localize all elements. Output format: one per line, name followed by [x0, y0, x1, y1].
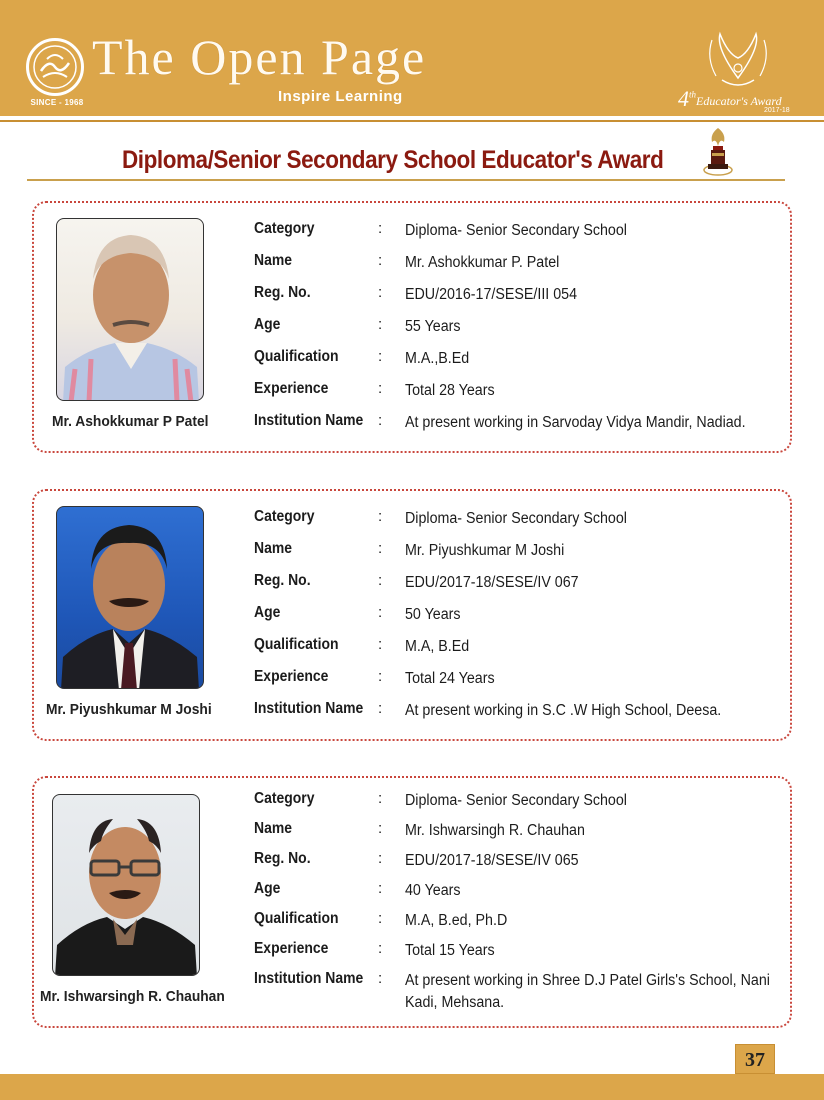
since-label: SINCE - 1968	[30, 98, 84, 107]
row-institution	[254, 970, 814, 1016]
title-underline	[27, 179, 785, 181]
value-qualification: M.A, B.Ed	[405, 638, 470, 655]
value-reg-no: EDU/2017-18/SESE/IV 067	[405, 574, 579, 591]
separator: :	[378, 910, 383, 927]
value-name: Mr. Ashokkumar P. Patel	[405, 254, 560, 271]
brand-tagline: Inspire Learning	[278, 88, 403, 105]
row-institution	[254, 412, 814, 436]
separator: :	[378, 348, 383, 365]
value-institution: At present working in S.C .W High School, Deesa.	[405, 702, 722, 719]
value-reg-no: EDU/2017-18/SESE/IV 065	[405, 852, 579, 869]
separator: :	[378, 284, 383, 301]
label-name: Name	[254, 820, 292, 837]
award-name: Educator's Award	[696, 94, 782, 108]
brand-name: The Open Page	[92, 29, 427, 85]
label-qualification: Qualification	[254, 348, 339, 365]
value-experience: Total 24 Years	[405, 670, 495, 687]
educator-photo	[56, 506, 204, 689]
value-institution: At present working in Sarvoday Vidya Mandir, Nadiad.	[405, 414, 746, 431]
label-qualification: Qualification	[254, 910, 339, 927]
row-age	[254, 604, 814, 628]
separator: :	[378, 508, 383, 525]
row-experience	[254, 380, 814, 404]
separator: :	[378, 636, 383, 653]
separator: :	[378, 380, 383, 397]
value-category: Diploma- Senior Secondary School	[405, 510, 627, 527]
educator-caption: Mr. Piyushkumar M Joshi	[46, 701, 212, 718]
educator-caption: Mr. Ashokkumar P Patel	[52, 413, 209, 430]
value-age: 55 Years	[405, 318, 461, 335]
value-age: 40 Years	[405, 882, 461, 899]
row-name	[254, 540, 814, 564]
value-name: Mr. Ishwarsingh R. Chauhan	[405, 822, 585, 839]
separator: :	[378, 700, 383, 717]
row-name	[254, 252, 814, 276]
label-category: Category	[254, 508, 315, 525]
separator: :	[378, 970, 383, 987]
separator: :	[378, 412, 383, 429]
row-age	[254, 880, 814, 904]
separator: :	[378, 880, 383, 897]
separator: :	[378, 220, 383, 237]
row-qualification	[254, 348, 814, 372]
label-reg-no: Reg. No.	[254, 850, 311, 867]
row-qualification	[254, 636, 814, 660]
open-page-logo	[26, 38, 84, 96]
row-name	[254, 820, 814, 844]
row-category	[254, 508, 814, 532]
label-institution: Institution Name	[254, 970, 364, 987]
educator-photo	[56, 218, 204, 401]
page-title: Diploma/Senior Secondary School Educator's Award	[122, 146, 664, 174]
label-age: Age	[254, 880, 281, 897]
page-number: 37	[735, 1044, 775, 1074]
row-institution	[254, 700, 814, 724]
separator: :	[378, 252, 383, 269]
value-qualification: M.A.,B.Ed	[405, 350, 470, 367]
award-number: 4th	[678, 86, 697, 111]
row-qualification	[254, 910, 814, 934]
value-reg-no: EDU/2016-17/SESE/III 054	[405, 286, 578, 303]
label-category: Category	[254, 220, 315, 237]
row-reg-no	[254, 850, 814, 874]
value-experience: Total 15 Years	[405, 942, 495, 959]
educator-caption: Mr. Ishwarsingh R. Chauhan	[40, 988, 225, 1005]
header-divider-gold	[0, 120, 824, 122]
separator: :	[378, 820, 383, 837]
row-category	[254, 790, 814, 814]
separator: :	[378, 940, 383, 957]
separator: :	[378, 604, 383, 621]
separator: :	[378, 850, 383, 867]
separator: :	[378, 790, 383, 807]
educator-card	[32, 489, 792, 741]
label-reg-no: Reg. No.	[254, 572, 311, 589]
separator: :	[378, 572, 383, 589]
award-year: 2017-18	[764, 107, 790, 114]
row-age	[254, 316, 814, 340]
label-institution: Institution Name	[254, 700, 364, 717]
label-category: Category	[254, 790, 315, 807]
separator: :	[378, 540, 383, 557]
educator-card	[32, 201, 792, 453]
label-experience: Experience	[254, 380, 329, 397]
value-category: Diploma- Senior Secondary School	[405, 222, 627, 239]
value-category: Diploma- Senior Secondary School	[405, 792, 627, 809]
separator: :	[378, 668, 383, 685]
row-experience	[254, 668, 814, 692]
header-banner	[0, 0, 824, 116]
row-experience	[254, 940, 814, 964]
label-age: Age	[254, 316, 281, 333]
label-qualification: Qualification	[254, 636, 339, 653]
label-age: Age	[254, 604, 281, 621]
label-institution: Institution Name	[254, 412, 364, 429]
value-experience: Total 28 Years	[405, 382, 495, 399]
label-reg-no: Reg. No.	[254, 284, 311, 301]
trophy-icon	[702, 124, 734, 182]
label-experience: Experience	[254, 940, 329, 957]
value-name: Mr. Piyushkumar M Joshi	[405, 542, 565, 559]
label-name: Name	[254, 540, 292, 557]
footer-bar	[0, 1074, 824, 1100]
label-experience: Experience	[254, 668, 329, 685]
value-institution: At present working in Shree D.J Patel Girls's School, Nani Kadi, Mehsana.	[405, 972, 770, 1011]
value-age: 50 Years	[405, 606, 461, 623]
educator-card	[32, 776, 792, 1028]
row-reg-no	[254, 284, 814, 308]
educator-photo	[52, 794, 200, 976]
row-category	[254, 220, 814, 244]
separator: :	[378, 316, 383, 333]
value-qualification: M.A, B.ed, Ph.D	[405, 912, 508, 929]
row-reg-no	[254, 572, 814, 596]
label-name: Name	[254, 252, 292, 269]
